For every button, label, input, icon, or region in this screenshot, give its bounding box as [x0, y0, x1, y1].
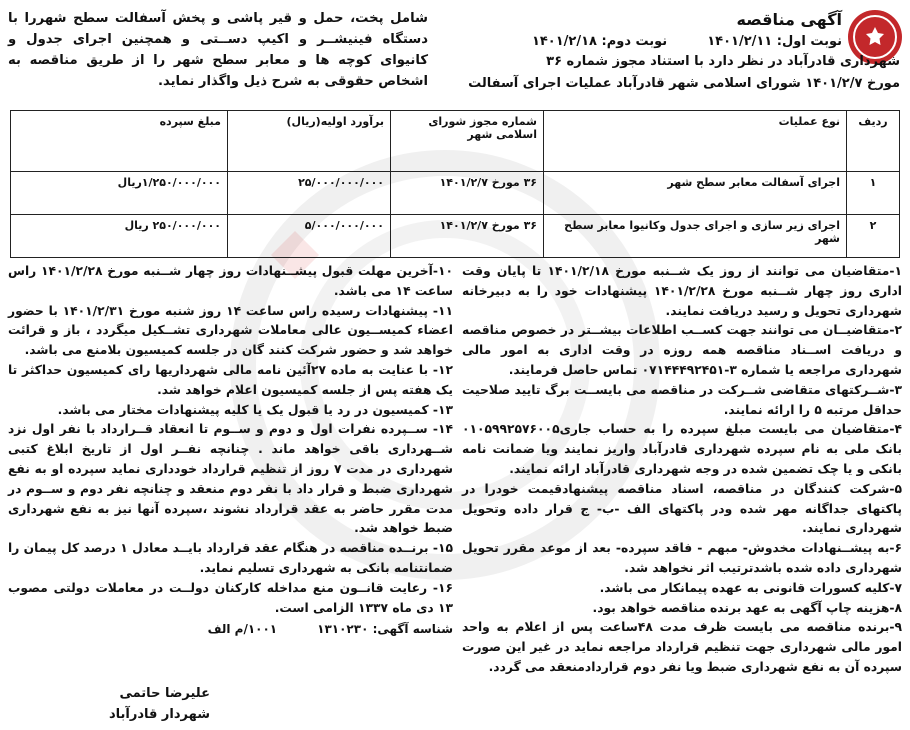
table-row — [11, 215, 900, 258]
condition-item: ۹-برنده مناقصه می بایست ظرف مدت ۴۸ساعت پس از اعلام به واحد امور مالی شهرداری جهت تنظیم قرارداد مراجعه نماید در غیر این صورت سپرده آن به نفع شهرداری ضبط ویا نفر دوم قراردادمنعقد می گردد. — [462, 620, 902, 674]
header-row-number: ردیف — [847, 111, 900, 172]
second-turn-date: نوبت دوم: ۱۴۰۱/۲/۱۸ — [531, 34, 668, 49]
condition-item: ۱۶- رعایت قانــون منع مداخله کارکنان دولــت در معاملات دولتی مصوب ۱۳ دی ماه ۱۳۳۷ الزامی است. — [8, 580, 453, 615]
conditions-left-column — [8, 262, 453, 640]
page-title: آگهی مناقصه — [736, 10, 842, 29]
intro-line-1: شهرداری قادرآباد در نظر دارد با استناد مجوز شماره ۳۶ — [546, 54, 900, 69]
cell-deposit: ۲۵۰/۰۰۰/۰۰۰ ریال — [11, 215, 228, 258]
condition-item: ۱۵- برنــده مناقصه در هنگام عقد قرارداد بایــد معادل ۱ درصد کل پیمان را ضمانتنامه بانکی به شهرداری تسلیم نماید. — [8, 541, 453, 575]
condition-item: ۷-کلیه کسورات قانونی به عهده پیمانکار می باشد. — [599, 580, 902, 595]
cell-estimate: ۵/۰۰۰/۰۰۰/۰۰۰ — [228, 215, 391, 258]
condition-item: ۱۱- پیشنهادات رسیده راس ساعت ۱۴ روز شنبه مورخ ۱۴۰۱/۲/۳۱ با حضور اعضاء کمیســیون عالی معاملات شهرداری تشــکیل میگردد ، باز و قرائت خواهد شد و حضور شرکت کنند گان در جلسه کمیسیون بلامنع می باشد. — [8, 303, 453, 358]
intro-continuation: شامل پخت، حمل و قیر پاشی و پخش آسفالت سطح شهررا با دستگاه فینیشــر و اکیپ دســتی و همچنین اجرای جدول و کانیوای کوچه ها و معابر سطح شهر را از طریق مناقصه به اشخاص حقوقی به شرح ذیل واگذار نماید. — [8, 11, 428, 89]
cell-operation-type: اجرای آسفالت معابر سطح شهر — [544, 172, 847, 215]
condition-item: ۱-متقاضیان می توانند از روز یک شــنبه مورخ ۱۴۰۱/۲/۱۸ تا پایان وقت اداری روز چهار شــنبه مورخ ۱۴۰۱/۲/۲۸ پیشنهادات خود را به دبیرخانه شهرداری تحویل و رسید دریافت نمایند. — [462, 264, 902, 318]
cell-estimate: ۲۵/۰۰۰/۰۰۰/۰۰۰ — [228, 172, 391, 215]
header-deposit: مبلغ سپرده — [11, 111, 228, 172]
condition-item: ۶-به پیشــنهادات مخدوش- مبهم - فاقد سپرده- بعد از موعد مقرر تحویل شهرداری داده شده باشدترتیب اثر نخواهد شد. — [462, 541, 902, 575]
intro-line-2: مورخ ۱۴۰۱/۲/۷ شورای اسلامی شهر قادرآباد عملیات اجرای آسفالت — [468, 76, 900, 91]
emblem-icon — [853, 15, 897, 59]
condition-item: ۱۲- با عنایت به ماده ۲۷آئین نامه مالی شهرداریها رای کمیسیون حداکثر تا یک هفته پس از جلسه کمیسیون اعلام خواهد شد. — [8, 362, 453, 397]
cell-operation-type: اجرای زیر سازی و اجرای جدول وکانیوا معابر سطح شهر — [544, 215, 847, 258]
header-estimate: برآورد اولیه(ریال) — [228, 111, 391, 172]
ad-id-label: شناسه آگهی: ۱۳۱۰۲۳۰ — [317, 622, 453, 637]
table-row — [11, 172, 900, 215]
signature-block — [10, 683, 210, 725]
condition-item: ۵-شرکت کنندگان در مناقصه، اسناد مناقصه پیشنهادقیمت خودرا در پاکتهای جداگانه مهر شده ودر پاکتهای الف -ب- ج قرار داده وتحویل شهرداری نمایند. — [462, 481, 902, 536]
cell-license-number: ۳۶ مورخ ۱۴۰۱/۲/۷ — [391, 172, 544, 215]
signatory-name: علیرضا حاتمی — [119, 686, 210, 701]
condition-item: ۲-متقاضیــان می توانند جهت کســب اطلاعات بیشــتر در خصوص مناقصه و دریافت اســناد مناقصه همه روزه در وقت اداری به امور مالی شهرداری مراجعه یا شماره ۳-۰۷۱۴۴۴۹۲۴۵۱ تماس حاصل فرمایند. — [462, 323, 902, 377]
condition-item: ۳-شــرکتهای متقاضی شــرکت در مناقصه می بایســت برگ تایید صلاحیت حداقل مرتبه ۵ را ارائه نمایند. — [462, 382, 902, 417]
publication-turns — [532, 34, 842, 49]
condition-item: ۴-متقاضیان می بایست مبلغ سپرده را به حساب جاری۰۱۰۵۹۹۲۵۷۶۰۰۵ بانک ملی به نام سپرده شهرداری قادرآباد واریز نمایند ویا ضمانت نامه بانکی و یا چک تضمین شده در وجه شهرداری قادرآباد ارائه نمایند. — [462, 422, 902, 476]
header-license-number: شماره مجوز شورای اسلامی شهر — [391, 111, 544, 172]
cell-row-number: ۱ — [847, 172, 900, 215]
condition-item: ۱۰-آخرین مهلت قبول پیشــنهادات روز چهار شــنبه مورخ ۱۴۰۱/۲/۲۸ راس ساعت ۱۴ می باشد. — [8, 264, 454, 298]
condition-item: ۸-هزینه چاپ آگهی به عهد برنده مناقصه خواهد بود. — [592, 600, 902, 615]
ad-identifier — [8, 620, 453, 640]
condition-item: ۱۳- کمیسیون در رد یا قبول یک یا کلیه پیشنهادات مختار می باشد. — [57, 402, 453, 417]
ad-code: ۱۰۰۱/م الف — [207, 622, 278, 637]
conditions-right-column — [462, 262, 902, 678]
cell-deposit: ۱/۲۵۰/۰۰۰/۰۰۰ریال — [11, 172, 228, 215]
first-turn-date: نوبت اول: ۱۴۰۱/۲/۱۱ — [707, 34, 842, 49]
cell-row-number: ۲ — [847, 215, 900, 258]
operations-table — [10, 110, 900, 258]
cell-license-number: ۳۶ مورخ ۱۴۰۱/۲/۷ — [391, 215, 544, 258]
signatory-title: شهردار قادرآباد — [108, 707, 210, 722]
condition-item: ۱۴- ســپرده نفرات اول و دوم و ســوم تا انعقاد قــرارداد با نفر اول نزد شــهرداری باقی خواهد ماند . چنانچه نفــر اول از تاریخ ابلاغ کتبی شهرداری در مدت ۷ روز از تنظیم قرارداد خودداری نماید سپرده او به نفع شهرداری ضبط و قرار داد با نفر دوم منعقد و چنانچه نفر دوم و ســوم در مدت مقرر حاضر به عقد قرارداد نشوند ،سپرده آنها نیز به نفع شهرداری ضبط خواهد شد. — [8, 422, 454, 536]
header-operation-type: نوع عملیات — [544, 111, 847, 172]
table-header-row — [11, 111, 900, 172]
